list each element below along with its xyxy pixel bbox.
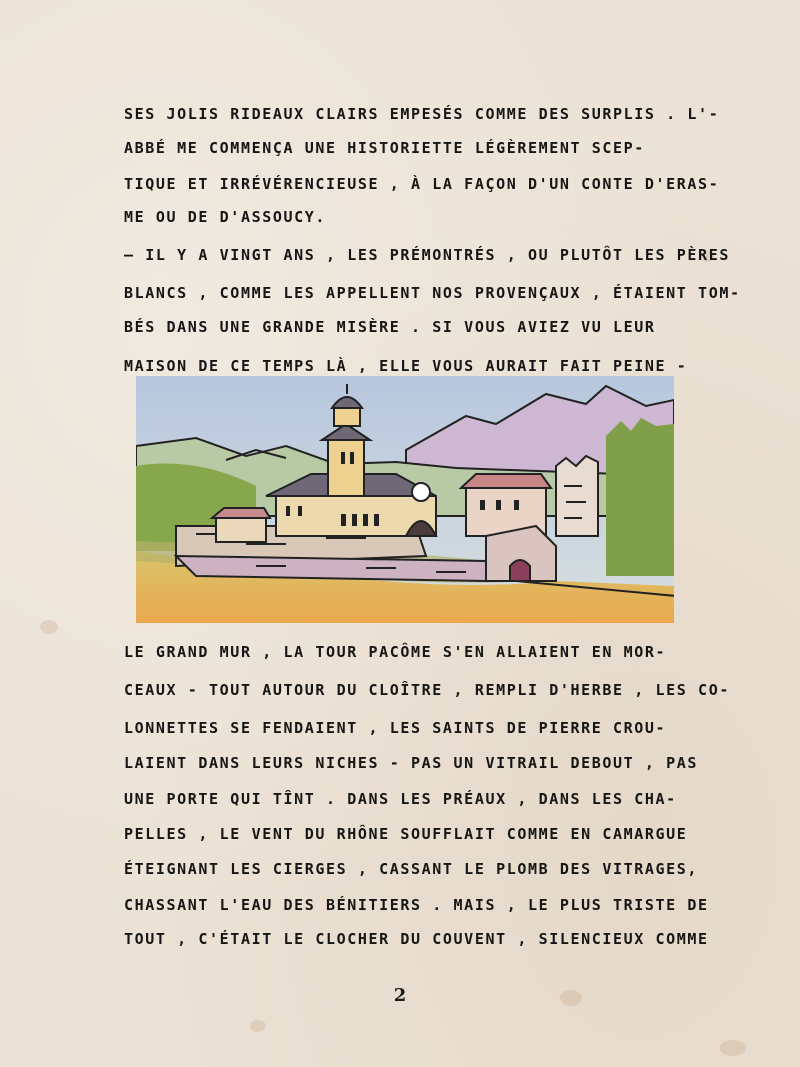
text-line: UNE PORTE QUI TÎNT . DANS LES PRÉAUX , DANS LES CHA-: [124, 790, 677, 808]
text-line: BÉS DANS UNE GRANDE MISÈRE . SI VOUS AVIEZ VU LEUR: [124, 318, 656, 336]
text-line: LONNETTES SE FENDAIENT , LES SAINTS DE PIERRE CROU-: [124, 719, 667, 737]
text-line: PELLES , LE VENT DU RHÔNE SOUFFLAIT COMME EN CAMARGUE: [124, 825, 688, 843]
paper-stain: [40, 620, 58, 634]
text-line: ABBÉ ME COMMENÇA UNE HISTORIETTE LÉGÈREMENT SCEP-: [124, 139, 645, 157]
text-line: TOUT , C'ÉTAIT LE CLOCHER DU COUVENT , SILENCIEUX COMME: [124, 930, 709, 948]
text-line: TIQUE ET IRRÉVÉRENCIEUSE , À LA FAÇON D'UN CONTE D'ERAS-: [124, 175, 720, 193]
text-line: LE GRAND MUR , LA TOUR PACÔME S'EN ALLAIENT EN MOR-: [124, 643, 667, 661]
text-line: — IL Y A VINGT ANS , LES PRÉMONTRÉS , OU PLUTÔT LES PÈRES: [124, 246, 730, 264]
paper-stain: [720, 1040, 746, 1056]
text-line: MAISON DE CE TEMPS LÀ , ELLE VOUS AURAIT FAIT PEINE -: [124, 357, 688, 375]
text-line: CEAUX - TOUT AUTOUR DU CLOÎTRE , REMPLI D'HERBE , LES CO-: [124, 681, 730, 699]
village-watercolor-illustration: [136, 376, 674, 623]
text-line: LAIENT DANS LEURS NICHES - PAS UN VITRAIL DEBOUT , PAS: [124, 754, 699, 772]
text-line: ÉTEIGNANT LES CIERGES , CASSANT LE PLOMB DES VITRAGES,: [124, 860, 699, 878]
text-line: CHASSANT L'EAU DES BÉNITIERS . MAIS , LE PLUS TRISTE DE: [124, 896, 709, 914]
text-line: SES JOLIS RIDEAUX CLAIRS EMPESÉS COMME DES SURPLIS . L'-: [124, 105, 720, 123]
page-number: 2: [393, 985, 407, 1006]
text-line: BLANCS , COMME LES APPELLENT NOS PROVENÇAUX , ÉTAIENT TOM-: [124, 284, 741, 302]
paper-stain: [250, 1020, 266, 1032]
text-line: ME OU DE D'ASSOUCY.: [124, 208, 326, 226]
